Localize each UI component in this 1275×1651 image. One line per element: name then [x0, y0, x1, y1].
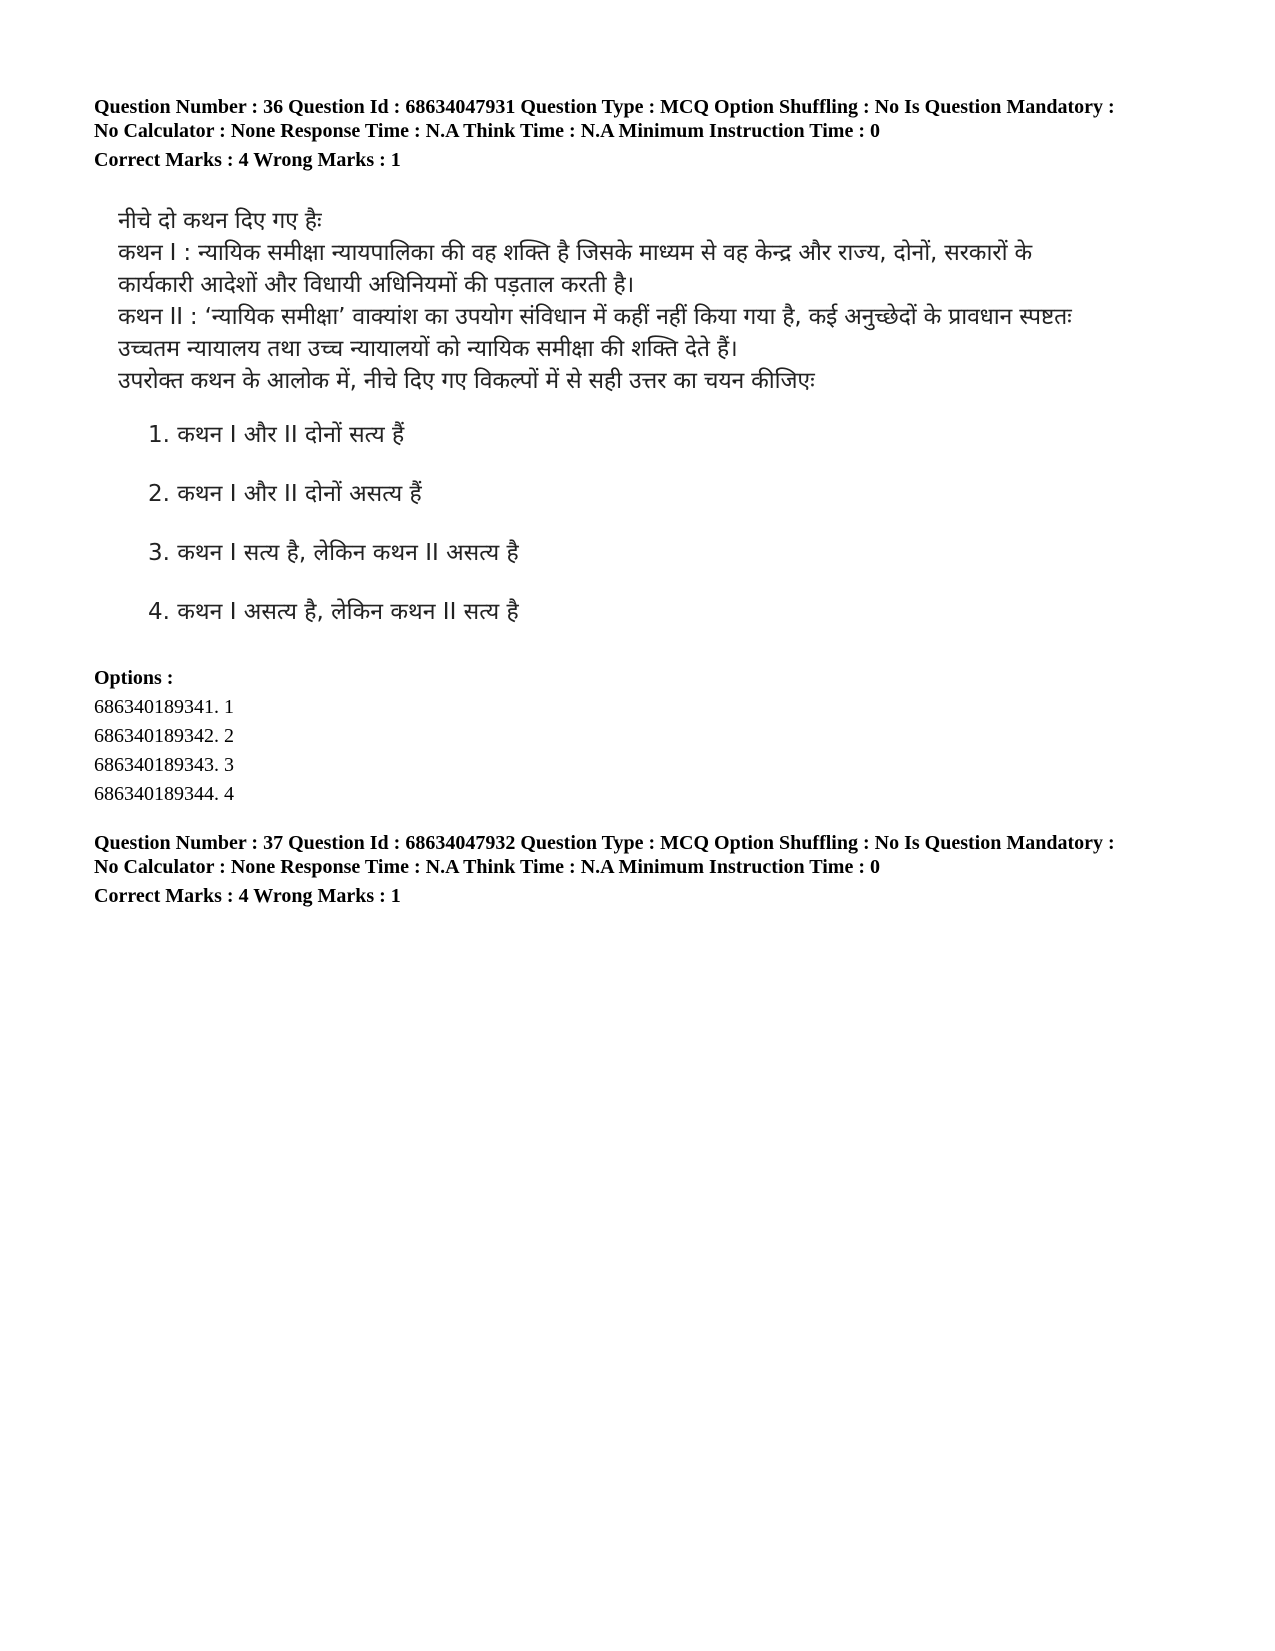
question-36-choices	[148, 419, 1208, 655]
stem-line: कार्यकारी आदेशों और विधायी अधिनियमों की पड़ताल करती है।	[118, 272, 634, 298]
option-row: 686340189342. 2	[94, 725, 234, 747]
question-37-header	[94, 832, 1204, 909]
choice-item: 2. कथन I और II दोनों असत्य हैं	[148, 481, 422, 507]
stem-line: उपरोक्त कथन के आलोक में, नीचे दिए गए विकल्पों में से सही उत्तर का चयन कीजिएः	[118, 368, 815, 394]
question-37-meta-line-1: Question Number : 37 Question Id : 68634047932 Question Type : MCQ Option Shuffling : No Is Question Mandatory :	[94, 832, 1115, 854]
stem-line: उच्चतम न्यायालय तथा उच्च न्यायालयों को न्यायिक समीक्षा की शक्ति देते हैं।	[118, 336, 738, 362]
question-36-marks: Correct Marks : 4 Wrong Marks : 1	[94, 149, 401, 171]
stem-line: नीचे दो कथन दिए गए हैः	[118, 208, 322, 234]
choice-item: 3. कथन I सत्य है, लेकिन कथन II असत्य है	[148, 540, 519, 566]
question-36-meta-line-2: No Calculator : None Response Time : N.A Think Time : N.A Minimum Instruction Time : 0	[94, 119, 880, 142]
question-37-marks: Correct Marks : 4 Wrong Marks : 1	[94, 885, 401, 907]
question-36-body	[118, 205, 1208, 655]
options-heading: Options :	[94, 667, 174, 689]
stem-line: कथन I : न्यायिक समीक्षा न्यायपालिका की वह शक्ति है जिसके माध्यम से वह केन्द्र और राज्य, दोनों, सरकारों के	[118, 240, 1032, 266]
question-36-options	[94, 664, 234, 809]
choice-item: 1. कथन I और II दोनों सत्य हैं	[148, 422, 405, 448]
option-row: 686340189341. 1	[94, 696, 234, 718]
option-row: 686340189343. 3	[94, 754, 234, 776]
question-36-stem	[118, 205, 1208, 397]
question-37-meta-line-2: No Calculator : None Response Time : N.A Think Time : N.A Minimum Instruction Time : 0	[94, 855, 880, 878]
question-36-header	[94, 96, 1204, 173]
stem-line: कथन II : ‘न्यायिक समीक्षा’ वाक्यांश का उपयोग संविधान में कहीं नहीं किया गया है, कई अनुच्छेदों के प्रावधान स्पष्टतः	[118, 304, 1072, 330]
choice-item: 4. कथन I असत्य है, लेकिन कथन II सत्य है	[148, 599, 519, 625]
option-row: 686340189344. 4	[94, 783, 234, 805]
question-36-meta-line-1: Question Number : 36 Question Id : 68634047931 Question Type : MCQ Option Shuffling : No Is Question Mandatory :	[94, 96, 1115, 118]
